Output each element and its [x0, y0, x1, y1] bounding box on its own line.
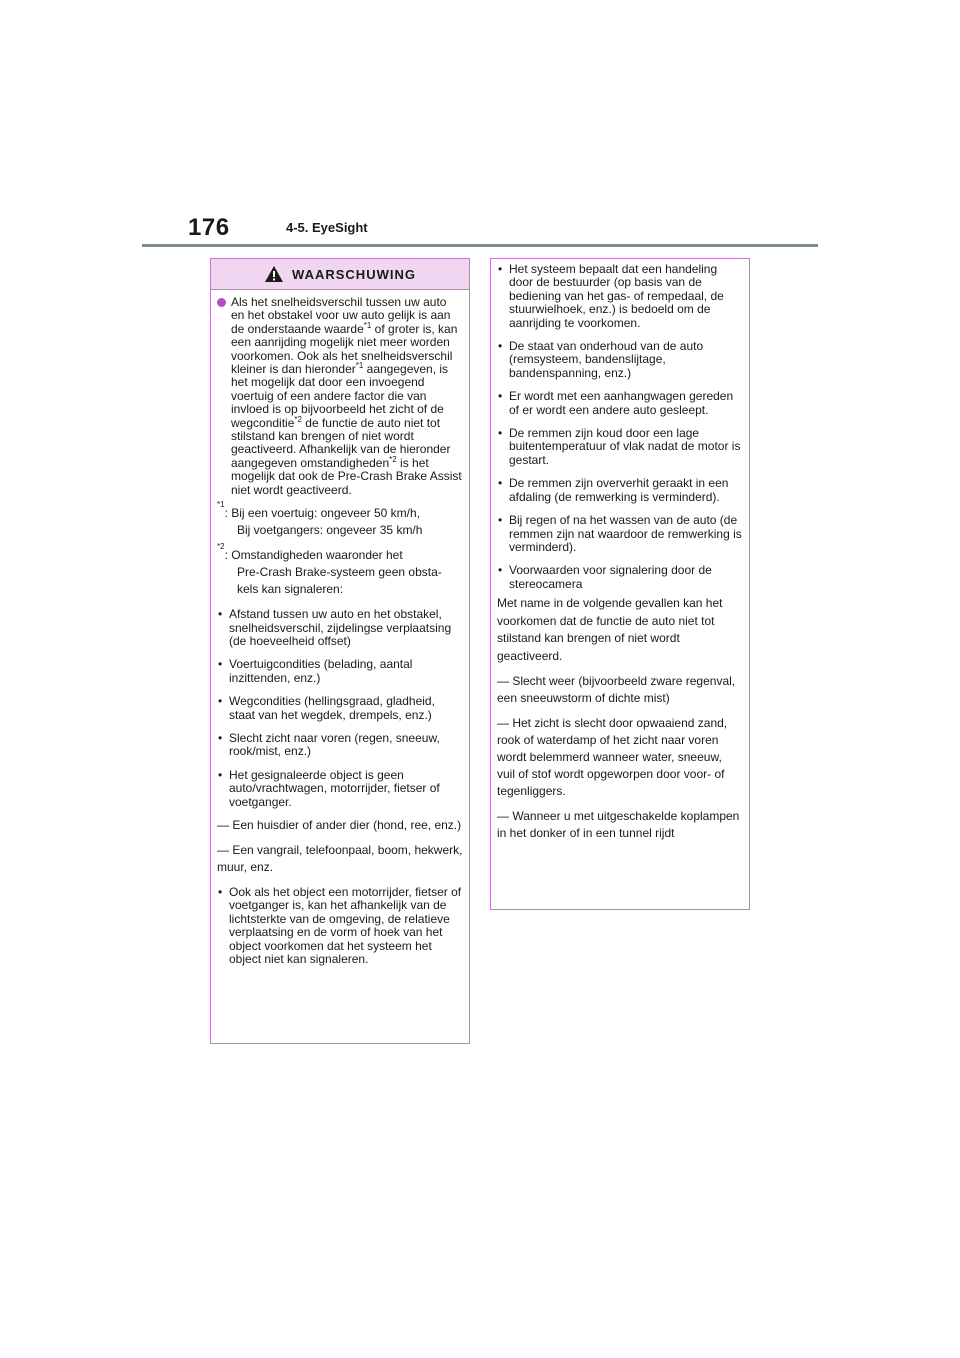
header-rule — [142, 244, 818, 247]
dash-item: — Een vangrail, telefoonpaal, boom, hekwerk, muur, enz. — [217, 842, 463, 874]
warning-box-left — [210, 258, 470, 1044]
list-item: • Voertuigcondities (belading, aantal inzittenden, enz.) — [218, 657, 413, 685]
list-item: • Afstand tussen uw auto en het obstakel, snelheidsverschil, zijdelingse verplaatsing (de hoeveelheid offset) — [218, 607, 452, 648]
warning-content-left — [211, 290, 469, 966]
bullet-dot-icon — [217, 298, 226, 307]
list-item: • Het systeem bepaalt dat een handeling door de bestuurder (op basis van de bediening van het gas- of rempedaal, de stuurwielhoek, enz.) is bedoeld om de aanrijding te voorkomen. — [498, 262, 724, 330]
footnote-2: *2 : Omstandigheden waaronder het Pre-Crash Brake-systeem geen obsta- kels kan signaleren: — [217, 542, 442, 597]
warning-box-right — [490, 258, 750, 910]
list-item: • De remmen zijn oververhit geraakt in een afdaling (de remwerking is verminderd). — [498, 476, 729, 504]
dash-item: — Een huisdier of ander dier (hond, ree, enz.) — [217, 817, 462, 832]
list-item: • Er wordt met een aanhangwagen gereden of er wordt een andere auto gesleept. — [498, 389, 734, 417]
warning-triangle-icon — [264, 265, 284, 283]
footnote-mark: *2 — [217, 542, 225, 552]
list-item: • De remmen zijn koud door een lage buitentemperatuur of vlak nadat de motor is gestart. — [498, 426, 741, 467]
dash-item: — Wanneer u met uitgeschakelde koplampen in het donker of in een tunnel rijdt — [497, 809, 740, 841]
list-item: • Ook als het object een motorrijder, fietser of voetganger is, kan het afhankelijk van de lichtsterkte van de omgeving, de relatieve verplaatsing en de vorm of hoek van het object voorkomen dat het systeem het object niet kan signaleren. — [218, 884, 462, 966]
warning-title: WAARSCHUWING — [292, 266, 416, 282]
list-item: • Het gesignaleerde object is geen auto/vrachtwagen, motorrijder, fietser of voetganger. — [218, 767, 440, 809]
page-number: 176 — [188, 214, 230, 241]
dash-item: — Slecht weer (bijvoorbeeld zware regenval, een sneeuwstorm of dichte mist) — [497, 674, 736, 706]
list-item: • Bij regen of na het wassen van de auto (de remmen zijn nat waardoor de remwerking is verminderd). — [498, 513, 742, 554]
footnote-1: *1 : Bij een voertuig: ongeveer 50 km/h, Bij voetgangers: ongeveer 35 km/h — [217, 500, 423, 538]
warning-content-right — [491, 259, 749, 842]
warning-header — [211, 259, 469, 290]
footnote-mark: *1 — [217, 500, 225, 510]
list-item: • Slecht zicht naar voren (regen, sneeuw, rook/mist, enz.) — [218, 730, 440, 759]
body-text: Met name in de volgende gevallen kan het voorkomen dat de functie de auto niet tot stilstand kan brengen of niet wordt geactiveerd. — [497, 596, 723, 663]
list-item: • De staat van onderhoud van de auto (remsysteem, bandenslijtage, bandenspanning, enz.) — [498, 339, 704, 380]
list-item: • Voorwaarden voor signalering door de stereocamera — [498, 563, 712, 591]
section-title: 4-5. EyeSight — [286, 220, 368, 235]
dash-item: — Het zicht is slecht door opwaaiend zand, rook of waterdamp of het zicht naar voren wordt belemmerd wanneer water, sneeuw, vuil of stof wordt opgeworpen door voor- of tegenliggers. — [497, 716, 728, 799]
warning-intro: Als het snelheidsverschil tussen uw auto en het obstakel voor uw auto gelijk is aan de onderstaande waarde$^{*1}$ of groter is, kan een aanrijding mogelijk niet meer worden voorkomen. Ook als het snelheidsverschil kleiner is dan hieronder$^{*1}$ aangegeven, is het mogelijk dat door een invoegend voertuig of een andere factor die van invloed is op bijvoorbeeld het zicht of de wegconditie$^{*2}$ de functie de auto niet tot stilstand kan brengen of niet wordt geactiveerd. Afhankelijk van de hieronder aangegeven omstandigheden$^{*2}$ is het mogelijk dat ook de Pre-Crash Brake Assist niet wordt geactiveerd. — [217, 296, 463, 497]
list-item: • Wegcondities (hellingsgraad, gladheid, staat van het wegdek, drempels, enz.) — [218, 694, 435, 722]
